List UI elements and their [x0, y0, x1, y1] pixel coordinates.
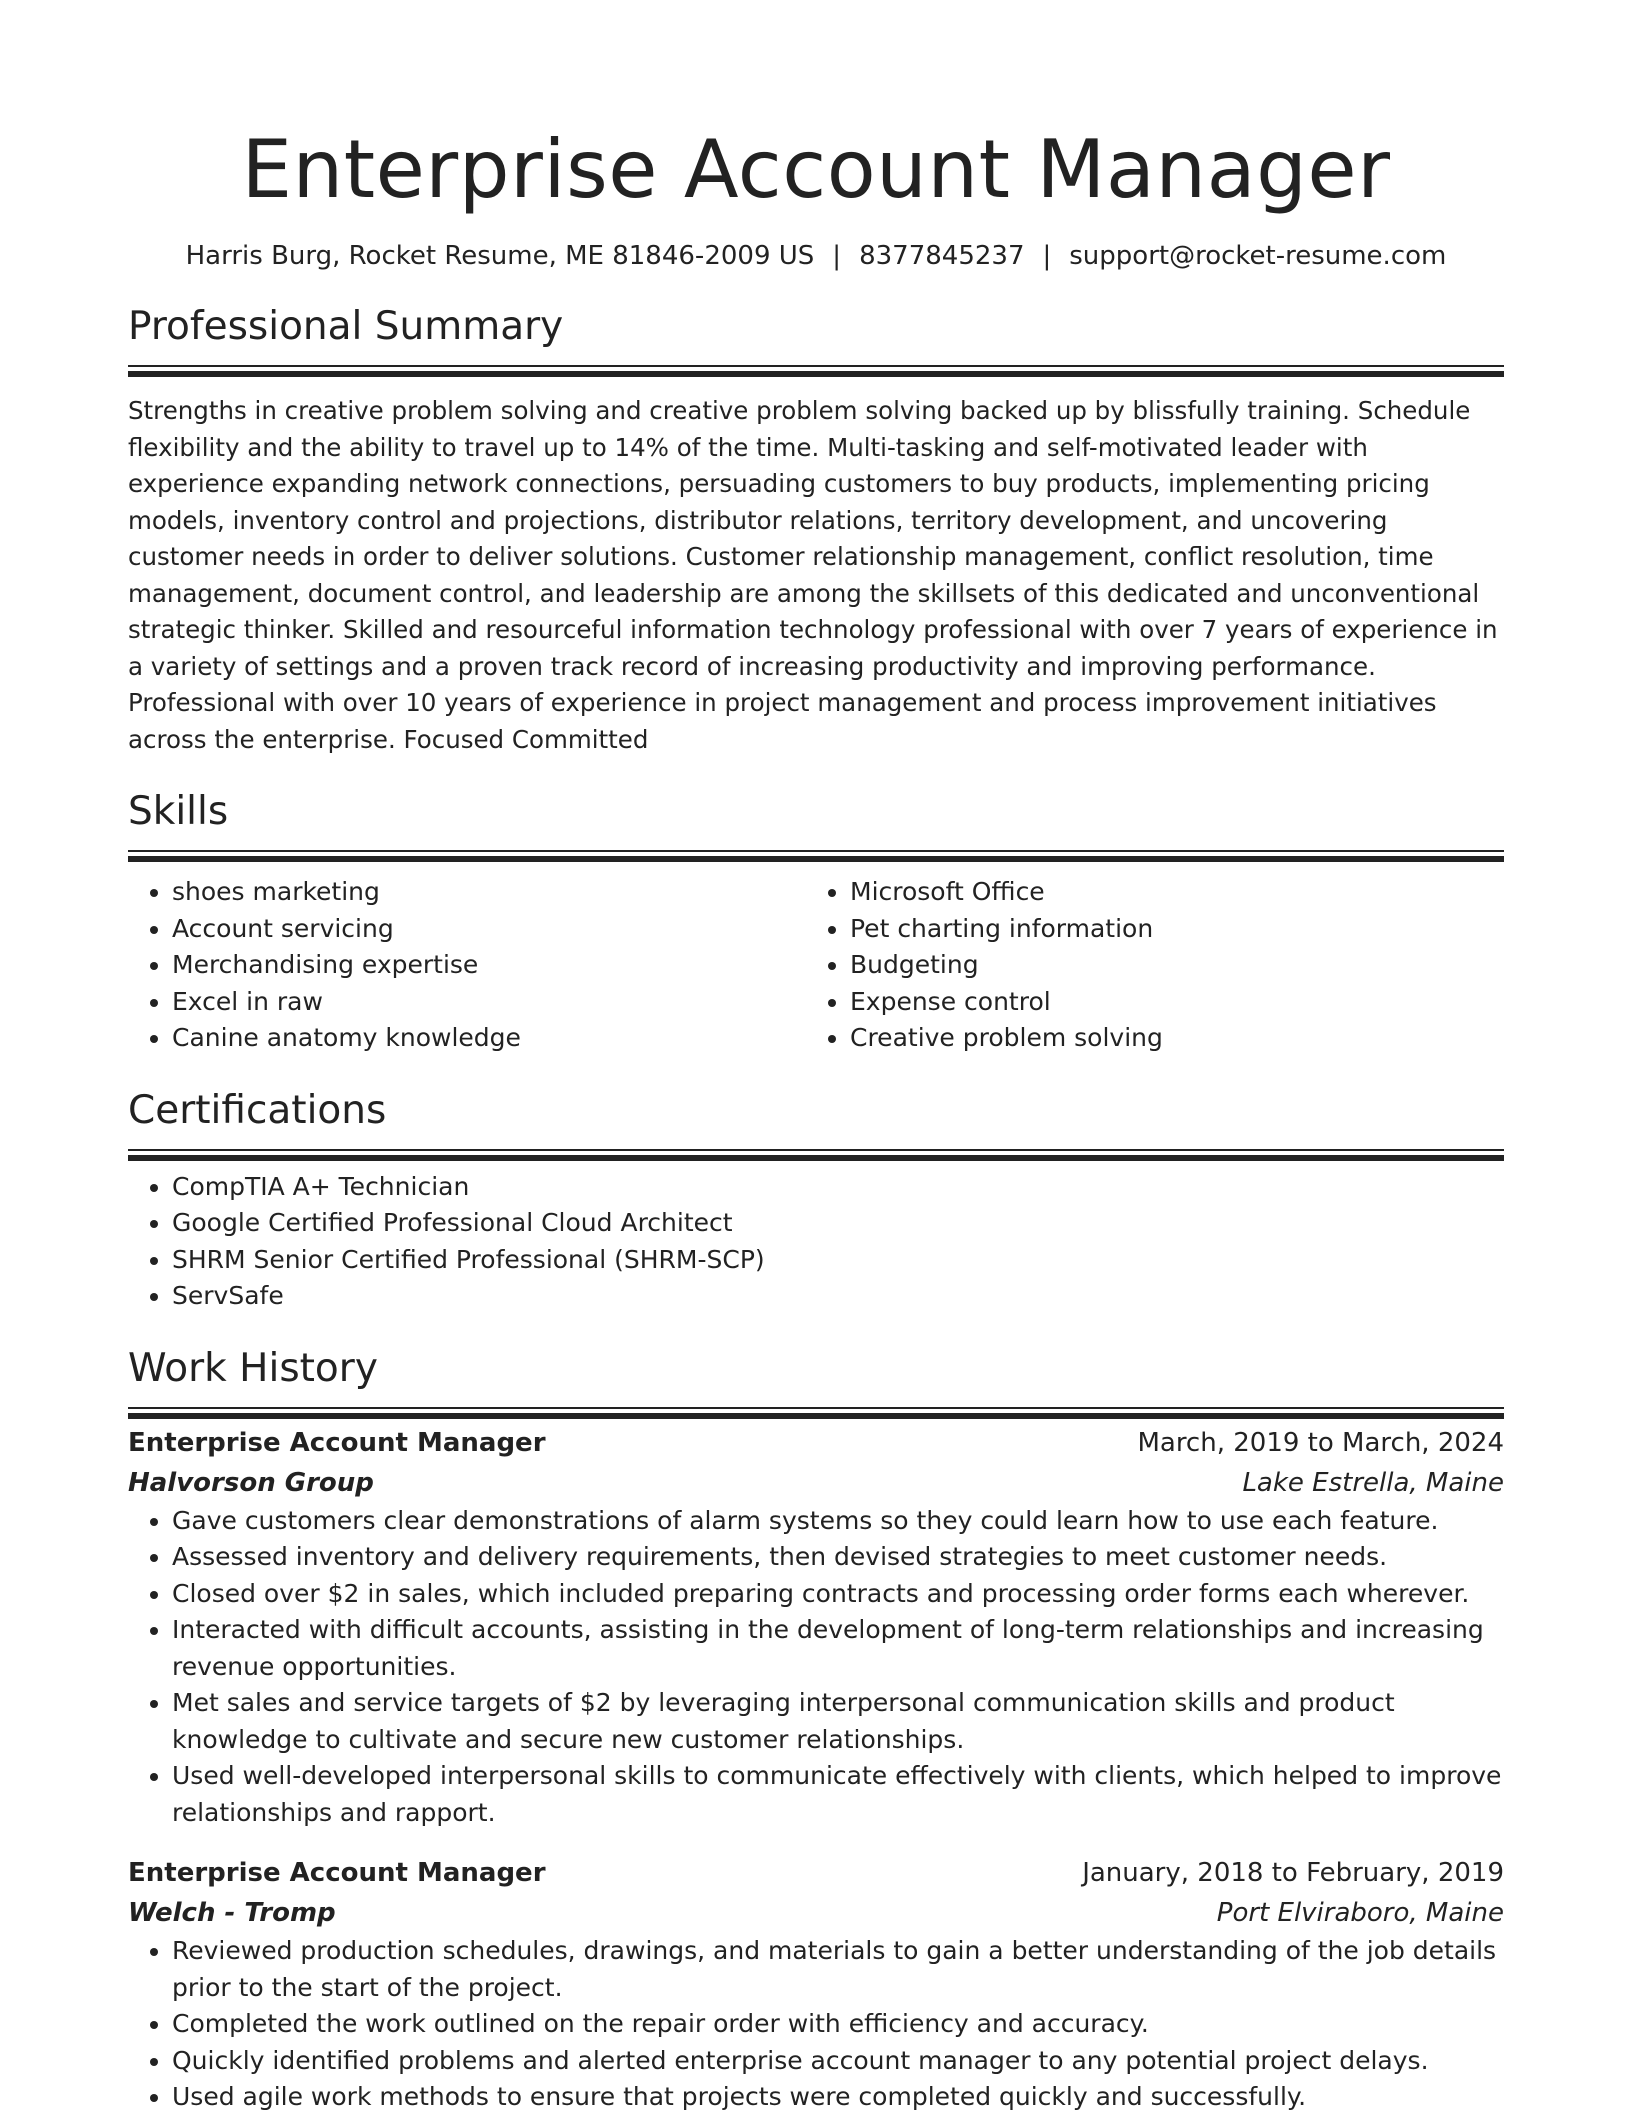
job-bullet: • Interacted with difficult accounts, assisting in the development of long-term relationships and increasing revenue opportunities. — [172, 1612, 1504, 1685]
skill-item: • Excel in raw — [172, 984, 806, 1021]
skills-heading: Skills — [128, 789, 229, 834]
job-entry — [128, 1853, 1504, 2116]
job-dates: January, 2018 to February, 2019 — [1082, 1858, 1504, 1888]
job-bullet: • Quickly identified problems and alerted enterprise account manager to any potential project delays. — [172, 2043, 1504, 2080]
job-bullet: • Used agile work methods to ensure that projects were completed quickly and successfully. — [172, 2079, 1504, 2116]
skills-list-left — [128, 874, 806, 1057]
skills-section — [128, 788, 1504, 1057]
job-header — [128, 1423, 1504, 1463]
skill-item: • Pet charting information — [850, 911, 1484, 948]
skill-item: • Budgeting — [850, 947, 1484, 984]
certification-item: • CompTIA A+ Technician — [172, 1169, 1504, 1206]
contact-phone: 8377845237 — [859, 241, 1025, 271]
job-bullet: • Reviewed production schedules, drawings, and materials to gain a better understanding of the job details prior to the start of the project. — [172, 1933, 1504, 2006]
contact-email: support@rocket-resume.com — [1069, 241, 1447, 271]
skills-column-right — [806, 874, 1484, 1057]
skills-list-right — [806, 874, 1484, 1057]
certifications-heading: Certifications — [128, 1087, 387, 1133]
section-divider — [128, 1407, 1504, 1409]
certification-item: • ServSafe — [172, 1278, 1504, 1315]
job-entry — [128, 1423, 1504, 1832]
skill-item: • Merchandising expertise — [172, 947, 806, 984]
skill-item: • Account servicing — [172, 911, 806, 948]
certifications-section — [128, 1087, 1504, 1315]
job-title: Enterprise Account Manager — [128, 1858, 546, 1888]
job-bullet: • Met sales and service targets of $2 by leveraging interpersonal communication skills and product knowledge to cultivate and secure new customer relationships. — [172, 1685, 1504, 1758]
skill-item: • Microsoft Office — [850, 874, 1484, 911]
job-header — [128, 1853, 1504, 1893]
section-divider — [128, 1149, 1504, 1151]
skill-item: • shoes marketing — [172, 874, 806, 911]
skills-columns — [128, 874, 1504, 1057]
job-location: Lake Estrella, Maine — [1242, 1467, 1504, 1498]
contact-address: Harris Burg, Rocket Resume, ME 81846-2009 US — [185, 241, 815, 271]
job-location: Port Elviraboro, Maine — [1216, 1898, 1504, 1928]
skills-column-left — [128, 874, 806, 1057]
certification-item: • SHRM Senior Certified Professional (SHRM-SCP) — [172, 1242, 1504, 1279]
job-bullet: • Gave customers clear demonstrations of alarm systems so they could learn how to use each feature. — [172, 1503, 1504, 1540]
certification-item: • Google Certified Professional Cloud Architect — [172, 1205, 1504, 1242]
job-subheader — [128, 1463, 1504, 1503]
skill-item: • Canine anatomy knowledge — [172, 1020, 806, 1057]
contact-separator: | — [832, 241, 842, 271]
job-title: Enterprise Account Manager — [128, 1427, 546, 1458]
job-bullet: • Used well-developed interpersonal skills to communicate effectively with clients, which helped to improve relationships and rapport. — [172, 1758, 1504, 1831]
resume-title: Enterprise Account Manager — [241, 123, 1391, 216]
certifications-list — [128, 1169, 1504, 1315]
section-divider — [128, 850, 1504, 852]
job-bullets — [128, 1503, 1504, 1832]
skill-item: • Expense control — [850, 984, 1484, 1021]
job-dates: March, 2019 to March, 2024 — [1137, 1427, 1504, 1458]
job-bullet: • Closed over $2 in sales, which included preparing contracts and processing order forms each wherever. — [172, 1576, 1504, 1613]
work-history-heading: Work History — [128, 1345, 378, 1391]
contact-line — [128, 240, 1504, 272]
job-bullet: • Completed the work outlined on the repair order with efficiency and accuracy. — [172, 2006, 1504, 2043]
job-subheader — [128, 1893, 1504, 1933]
job-company: Halvorson Group — [128, 1467, 374, 1498]
summary-text: Strengths in creative problem solving and creative problem solving backed up by blissfully training. Schedule flexibility and the ability to travel up to 14% of the time. Multi-tasking and self-motivated leader with experience expanding network connections, persuading customers to buy products, implementing pricing models, inventory control and projections, distributor relations, territory development, and uncovering customer needs in order to deliver solutions. Customer relationship management, conflict resolution, time management, document control, and leadership are among the skillsets of this dedicated and unconventional strategic thinker. Skilled and resourceful information technology professional with over 7 years of experience in a variety of settings and a proven track record of increasing productivity and improving performance. Professional with over 10 years of experience in project management and process improvement initiatives across the enterprise. Focused Committed — [128, 396, 1498, 754]
summary-section — [128, 303, 1504, 758]
contact-separator: | — [1042, 241, 1052, 271]
job-bullet: • Assessed inventory and delivery requirements, then devised strategies to meet customer needs. — [172, 1539, 1504, 1576]
resume-page — [128, 0, 1504, 2116]
skill-item: • Creative problem solving — [850, 1020, 1484, 1057]
section-divider — [128, 365, 1504, 367]
job-company: Welch - Tromp — [128, 1898, 336, 1928]
summary-heading: Professional Summary — [128, 304, 564, 349]
job-bullets — [128, 1933, 1504, 2116]
work-history-section — [128, 1345, 1504, 2116]
